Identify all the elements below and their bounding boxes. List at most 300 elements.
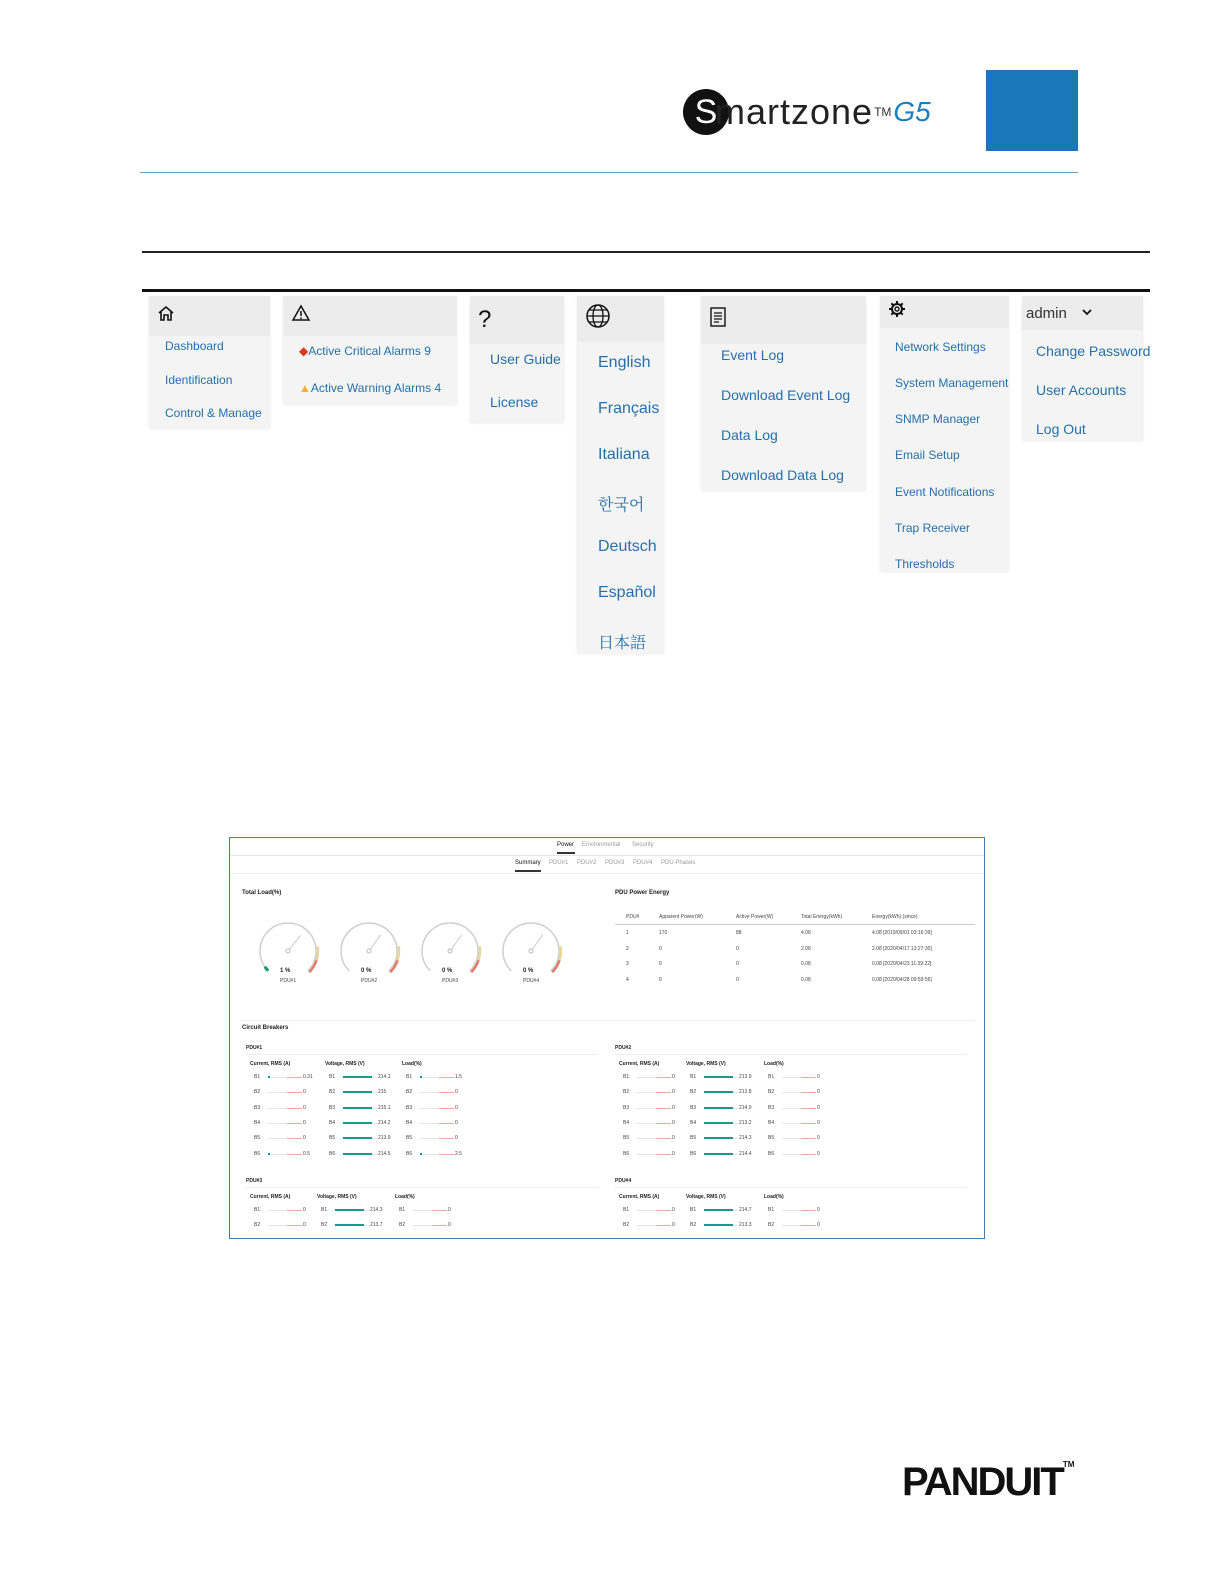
breaker-bar-fill bbox=[704, 1137, 733, 1139]
header-divider bbox=[140, 172, 1078, 173]
pdu-title: PDU#1 bbox=[246, 1045, 263, 1051]
breaker-bar bbox=[782, 1225, 816, 1226]
breaker-bar-threshold bbox=[439, 1077, 454, 1078]
breaker-value: 213.3 bbox=[739, 1222, 752, 1229]
breaker-bar bbox=[343, 1108, 377, 1109]
pdu-title: PDU#3 bbox=[246, 1178, 263, 1184]
breaker-label: B4 bbox=[623, 1119, 630, 1126]
gauge-value-arc bbox=[265, 967, 268, 971]
menu-item-network-settings[interactable]: Network Settings bbox=[895, 340, 986, 354]
tab-security[interactable]: Security bbox=[632, 842, 654, 848]
breaker-bar-threshold bbox=[801, 1123, 816, 1124]
breaker-bar bbox=[343, 1077, 377, 1078]
breaker-bar-threshold bbox=[656, 1092, 671, 1093]
breaker-value: 0 bbox=[455, 1135, 458, 1142]
breaker-label: B6 bbox=[690, 1150, 697, 1157]
menu-item-control-manage[interactable]: Control & Manage bbox=[165, 406, 262, 420]
breaker-bar-fill bbox=[420, 1153, 422, 1155]
breaker-bar-fill bbox=[704, 1107, 733, 1109]
language-menu-header[interactable] bbox=[577, 296, 664, 342]
breaker-value: 0 bbox=[817, 1089, 820, 1096]
alarms-menu bbox=[283, 296, 457, 404]
cb-header: Current, RMS (A) bbox=[619, 1061, 660, 1067]
breaker-bar bbox=[637, 1092, 671, 1093]
gauge-critical-zone bbox=[471, 960, 478, 972]
circuit-breakers-title: Circuit Breakers bbox=[242, 1025, 289, 1031]
breaker-bar bbox=[420, 1123, 454, 1124]
gauge-track bbox=[422, 923, 478, 971]
gauge-hub bbox=[367, 949, 371, 953]
breaker-bar bbox=[637, 1210, 671, 1211]
breaker-value: 0 bbox=[303, 1104, 306, 1111]
breaker-bar-fill bbox=[268, 1153, 270, 1155]
energy-header-divider bbox=[615, 924, 975, 925]
breaker-value: 0 bbox=[455, 1104, 458, 1111]
breaker-label: B4 bbox=[254, 1119, 261, 1126]
menu-item-identification[interactable]: Identification bbox=[165, 373, 233, 387]
energy-cell: 1 bbox=[626, 930, 629, 936]
pdu-divider bbox=[246, 1187, 598, 1188]
breaker-bar-fill bbox=[704, 1153, 733, 1155]
breaker-value: 213.7 bbox=[370, 1222, 383, 1229]
breaker-bar-threshold bbox=[439, 1092, 454, 1093]
breaker-bar bbox=[268, 1123, 302, 1124]
gauge-label: PDU#3 bbox=[442, 978, 459, 984]
breaker-bar-fill bbox=[335, 1224, 364, 1226]
energy-cell: 0.08 bbox=[801, 961, 811, 967]
breaker-bar-fill bbox=[335, 1209, 364, 1211]
subtab-pdu3[interactable]: PDU#3 bbox=[605, 860, 625, 866]
breaker-value: 0 bbox=[817, 1222, 820, 1229]
breaker-value: 0 bbox=[303, 1222, 306, 1229]
pdu-divider bbox=[246, 1054, 598, 1055]
breaker-bar bbox=[704, 1108, 738, 1109]
breaker-value: 0 bbox=[672, 1074, 675, 1080]
breaker-bar bbox=[782, 1092, 816, 1093]
breaker-label: B1 bbox=[321, 1207, 328, 1213]
energy-cell: 0 bbox=[736, 945, 739, 952]
breaker-value: 0 bbox=[448, 1207, 451, 1213]
subtab-pdu4[interactable]: PDU#4 bbox=[633, 860, 653, 866]
cb-header: Voltage, RMS (V) bbox=[317, 1194, 357, 1200]
breaker-bar-threshold bbox=[287, 1138, 302, 1139]
breaker-label: B5 bbox=[768, 1135, 775, 1142]
breaker-label: B2 bbox=[690, 1222, 697, 1229]
breaker-bar bbox=[637, 1077, 671, 1078]
breaker-label: B1 bbox=[768, 1074, 775, 1080]
breaker-value: 0 bbox=[455, 1119, 458, 1126]
subtab-summary[interactable]: Summary bbox=[515, 860, 541, 866]
cb-header: Current, RMS (A) bbox=[619, 1194, 660, 1200]
breaker-value: 213.8 bbox=[739, 1089, 752, 1096]
gauge-hub bbox=[529, 949, 533, 953]
breaker-value: 0 bbox=[817, 1135, 820, 1142]
language-spanish[interactable]: Español bbox=[598, 584, 656, 601]
gauge-track bbox=[260, 923, 316, 971]
menu-item-license[interactable]: License bbox=[490, 394, 539, 410]
globe-icon bbox=[585, 303, 611, 335]
breaker-value: 0 bbox=[817, 1074, 820, 1080]
energy-title: PDU Power Energy bbox=[615, 890, 670, 896]
breaker-bar-threshold bbox=[287, 1092, 302, 1093]
energy-header: Apparent Power(W) bbox=[659, 914, 703, 920]
breaker-bar-threshold bbox=[656, 1138, 671, 1139]
help-icon: ? bbox=[478, 306, 492, 333]
home-menu bbox=[149, 296, 270, 428]
menu-item-download-data-log[interactable]: Download Data Log bbox=[721, 467, 844, 483]
energy-header: Total Energy(kWh) bbox=[801, 914, 843, 920]
alarms-menu-header[interactable] bbox=[283, 296, 457, 336]
menu-item-change-password[interactable]: Change Password bbox=[1036, 343, 1151, 359]
cb-header: Voltage, RMS (V) bbox=[325, 1061, 365, 1067]
logs-menu-header[interactable] bbox=[701, 296, 866, 344]
breaker-label: B5 bbox=[623, 1135, 630, 1142]
breaker-bar-fill bbox=[343, 1153, 372, 1155]
breaker-bar-fill bbox=[704, 1076, 733, 1078]
breaker-bar-threshold bbox=[656, 1210, 671, 1211]
alarm-critical[interactable]: ◆Active Critical Alarms 9 bbox=[299, 344, 431, 358]
energy-cell: 2 bbox=[626, 945, 629, 952]
logo-s-circle: S bbox=[683, 89, 729, 135]
divider-top bbox=[142, 251, 1150, 253]
breaker-bar-fill bbox=[420, 1076, 422, 1078]
energy-cell: 88 bbox=[736, 930, 742, 936]
breaker-bar-threshold bbox=[287, 1225, 302, 1226]
menu-item-trap-receiver[interactable]: Trap Receiver bbox=[895, 521, 970, 535]
divider-bottom bbox=[142, 289, 1150, 292]
breaker-label: B3 bbox=[329, 1104, 336, 1111]
breaker-bar-fill bbox=[343, 1107, 372, 1109]
breaker-bar-threshold bbox=[287, 1108, 302, 1109]
gauge-critical-zone bbox=[309, 960, 316, 972]
breaker-bar bbox=[343, 1138, 377, 1139]
alarm-warning[interactable]: ▲Active Warning Alarms 4 bbox=[299, 381, 442, 395]
breaker-value: 0.31 bbox=[303, 1074, 313, 1080]
breaker-bar-threshold bbox=[439, 1108, 454, 1109]
menu-item-user-accounts[interactable]: User Accounts bbox=[1036, 382, 1127, 398]
breaker-label: B1 bbox=[690, 1207, 697, 1213]
gauge-warning-zone bbox=[317, 946, 318, 960]
language-korean[interactable]: 한국어 bbox=[598, 497, 645, 514]
energy-header: Energy(kWh) (since) bbox=[872, 914, 918, 920]
language-french[interactable]: Français bbox=[598, 400, 660, 417]
breaker-bar bbox=[268, 1210, 302, 1211]
breaker-bar-threshold bbox=[801, 1092, 816, 1093]
breaker-bar bbox=[335, 1225, 369, 1226]
breaker-value: 0 bbox=[817, 1207, 820, 1213]
breaker-label: B1 bbox=[406, 1074, 413, 1080]
menu-item-download-event-log[interactable]: Download Event Log bbox=[721, 387, 851, 403]
breaker-value: 0 bbox=[672, 1135, 675, 1142]
breaker-bar bbox=[420, 1108, 454, 1109]
breaker-bar-fill bbox=[343, 1122, 372, 1124]
energy-cell: 2.08 [2020/04/17 13:27:30] bbox=[872, 945, 932, 952]
breaker-value: 214.4 bbox=[739, 1150, 752, 1157]
breaker-bar-fill bbox=[268, 1076, 270, 1078]
breaker-bar-threshold bbox=[801, 1077, 816, 1078]
user-menu-header[interactable] bbox=[1022, 296, 1143, 330]
breaker-bar-threshold bbox=[801, 1154, 816, 1155]
cb-header: Current, RMS (A) bbox=[250, 1194, 291, 1200]
cb-header: Load(%) bbox=[764, 1194, 784, 1200]
breaker-label: B1 bbox=[690, 1074, 697, 1080]
panduit-logo: PANDUIT™ bbox=[902, 1460, 1075, 1504]
breaker-value: 213.2 bbox=[739, 1119, 752, 1126]
breaker-bar-threshold bbox=[432, 1225, 447, 1226]
cb-header: Load(%) bbox=[764, 1061, 784, 1067]
breaker-value: 0.5 bbox=[303, 1150, 310, 1157]
gauge-critical-zone bbox=[552, 960, 559, 972]
menu-item-data-log[interactable]: Data Log bbox=[721, 427, 778, 443]
breaker-bar-threshold bbox=[656, 1154, 671, 1155]
pdu-title: PDU#4 bbox=[615, 1178, 632, 1184]
energy-cell: 0 bbox=[659, 976, 662, 983]
breaker-bar-threshold bbox=[801, 1108, 816, 1109]
breaker-bar bbox=[268, 1108, 302, 1109]
breaker-bar bbox=[782, 1154, 816, 1155]
language-japanese[interactable]: 日本語 bbox=[598, 635, 647, 652]
breaker-value: 0 bbox=[817, 1150, 820, 1157]
breaker-value: 0 bbox=[448, 1222, 451, 1229]
document-icon bbox=[709, 307, 727, 333]
gauge-hub bbox=[286, 949, 290, 953]
energy-cell: 0 bbox=[659, 945, 662, 952]
breaker-label: B3 bbox=[406, 1104, 413, 1111]
breaker-value: 214.7 bbox=[739, 1207, 752, 1213]
breaker-value: 215.1 bbox=[378, 1104, 391, 1111]
critical-marker-icon: ◆ bbox=[299, 344, 309, 358]
breaker-label: B1 bbox=[768, 1207, 775, 1213]
breaker-bar bbox=[637, 1123, 671, 1124]
breaker-label: B3 bbox=[768, 1104, 775, 1111]
breaker-value: 0 bbox=[672, 1089, 675, 1096]
energy-cell: 0.08 [2020/04/23 11:39:22] bbox=[872, 961, 932, 967]
breaker-label: B2 bbox=[329, 1089, 336, 1096]
breaker-bar-fill bbox=[704, 1209, 733, 1211]
breaker-bar-threshold bbox=[656, 1077, 671, 1078]
energy-cell: 0 bbox=[736, 961, 739, 967]
gauge-hub bbox=[448, 949, 452, 953]
help-menu bbox=[470, 296, 564, 422]
warning-marker-icon: ▲ bbox=[299, 381, 311, 395]
tab-power[interactable]: Power bbox=[557, 842, 575, 848]
tab-power-underline bbox=[557, 852, 575, 854]
gauge-needle bbox=[369, 935, 381, 951]
breaker-value: 0 bbox=[817, 1104, 820, 1111]
breaker-bar bbox=[343, 1092, 377, 1093]
breaker-bar bbox=[704, 1138, 738, 1139]
breaker-label: B2 bbox=[623, 1222, 630, 1229]
breaker-bar bbox=[704, 1154, 738, 1155]
breaker-bar bbox=[268, 1138, 302, 1139]
settings-menu bbox=[880, 296, 1009, 571]
breaker-label: B2 bbox=[690, 1089, 697, 1096]
warning-icon bbox=[291, 304, 311, 328]
gauge-track bbox=[341, 923, 397, 971]
breaker-value: 214.1 bbox=[378, 1074, 391, 1080]
breaker-value: 0 bbox=[672, 1104, 675, 1111]
subtabs-divider bbox=[230, 873, 984, 874]
breaker-bar bbox=[704, 1225, 738, 1226]
breaker-bar-threshold bbox=[439, 1138, 454, 1139]
breaker-bar bbox=[637, 1225, 671, 1226]
breaker-bar-threshold bbox=[432, 1210, 447, 1211]
breaker-bar bbox=[420, 1154, 454, 1155]
breaker-value: 2.5 bbox=[455, 1150, 462, 1157]
breaker-value: 215 bbox=[378, 1089, 387, 1096]
breaker-value: 0 bbox=[672, 1222, 675, 1229]
gauge-needle bbox=[531, 935, 543, 951]
breaker-value: 0 bbox=[672, 1119, 675, 1126]
breaker-bar bbox=[343, 1154, 377, 1155]
gauge-label: PDU#1 bbox=[280, 978, 297, 984]
energy-header: Active Power(W) bbox=[736, 914, 774, 920]
breaker-bar-fill bbox=[343, 1137, 372, 1139]
home-menu-header[interactable] bbox=[149, 296, 270, 336]
pdu-divider bbox=[615, 1054, 967, 1055]
breaker-bar-threshold bbox=[287, 1123, 302, 1124]
breaker-label: B2 bbox=[623, 1089, 630, 1096]
username-label: admin bbox=[1026, 304, 1067, 322]
help-menu-header[interactable] bbox=[470, 296, 564, 344]
breaker-bar-threshold bbox=[439, 1123, 454, 1124]
tab-environmental[interactable]: Environmental bbox=[582, 842, 621, 848]
energy-cell: 2.08 bbox=[801, 945, 811, 952]
breaker-value: 213.9 bbox=[378, 1135, 391, 1142]
breaker-bar bbox=[782, 1108, 816, 1109]
breaker-bar-threshold bbox=[439, 1154, 454, 1155]
breaker-bar bbox=[268, 1077, 302, 1078]
breaker-bar bbox=[782, 1077, 816, 1078]
breaker-bar bbox=[704, 1210, 738, 1211]
breaker-bar bbox=[782, 1123, 816, 1124]
breaker-bar bbox=[637, 1138, 671, 1139]
menu-item-snmp-manager[interactable]: SNMP Manager bbox=[895, 412, 981, 426]
breaker-bar bbox=[413, 1225, 447, 1226]
breaker-label: B4 bbox=[690, 1119, 697, 1126]
breaker-value: 0 bbox=[303, 1089, 306, 1096]
subtab-pdu-phases[interactable]: PDU Phases bbox=[661, 860, 696, 866]
section-divider bbox=[240, 1020, 974, 1021]
breaker-label: B1 bbox=[623, 1074, 630, 1080]
user-menu bbox=[1022, 296, 1151, 440]
breaker-label: B2 bbox=[406, 1089, 413, 1096]
breaker-value: 0 bbox=[672, 1207, 675, 1213]
breaker-bar bbox=[782, 1138, 816, 1139]
breaker-value: 213.9 bbox=[739, 1074, 752, 1080]
home-icon bbox=[157, 304, 175, 328]
breaker-label: B2 bbox=[254, 1089, 261, 1096]
menu-item-dashboard[interactable]: Dashboard bbox=[165, 339, 224, 353]
gauge-critical-zone bbox=[390, 960, 397, 972]
breaker-label: B6 bbox=[768, 1150, 775, 1157]
gauge-needle bbox=[450, 935, 462, 951]
total-load-title: Total Load(%) bbox=[242, 890, 282, 896]
gauge-track bbox=[503, 923, 559, 971]
menu-item-log-out[interactable]: Log Out bbox=[1036, 421, 1086, 437]
breaker-label: B3 bbox=[623, 1104, 630, 1111]
breaker-value: 0 bbox=[303, 1135, 306, 1142]
breaker-label: B2 bbox=[399, 1222, 406, 1229]
gauge-value: 0 % bbox=[361, 968, 372, 974]
breaker-bar bbox=[420, 1138, 454, 1139]
breaker-bar bbox=[637, 1108, 671, 1109]
breaker-value: 0 bbox=[303, 1207, 306, 1213]
menu-item-thresholds[interactable]: Thresholds bbox=[895, 557, 955, 571]
cb-header: Voltage, RMS (V) bbox=[686, 1061, 726, 1067]
breaker-label: B1 bbox=[399, 1207, 406, 1213]
settings-menu-header[interactable] bbox=[880, 296, 1009, 328]
subtab-pdu1[interactable]: PDU#1 bbox=[549, 860, 569, 866]
breaker-bar-fill bbox=[704, 1091, 733, 1093]
power-dashboard bbox=[229, 837, 985, 1239]
energy-cell: 4.08 [2019/09/01 03:16:39] bbox=[872, 930, 932, 936]
breaker-value: 0 bbox=[303, 1119, 306, 1126]
breaker-label: B4 bbox=[329, 1119, 336, 1126]
breaker-bar-threshold bbox=[801, 1210, 816, 1211]
energy-cell: 0 bbox=[659, 961, 662, 967]
breaker-label: B1 bbox=[254, 1207, 261, 1213]
menu-item-event-log[interactable]: Event Log bbox=[721, 347, 785, 363]
gauge-warning-zone bbox=[398, 946, 399, 960]
breaker-label: B3 bbox=[254, 1104, 261, 1111]
language-italian[interactable]: Italiana bbox=[598, 446, 650, 463]
language-menu bbox=[577, 296, 664, 653]
chevron-down-icon bbox=[1081, 306, 1093, 320]
breaker-bar bbox=[704, 1123, 738, 1124]
breaker-bar-fill bbox=[704, 1122, 733, 1124]
breaker-bar bbox=[268, 1154, 302, 1155]
menu-item-event-notifications[interactable]: Event Notifications bbox=[895, 485, 995, 499]
breaker-bar-threshold bbox=[801, 1138, 816, 1139]
energy-cell: 170 bbox=[659, 930, 668, 936]
breaker-bar-threshold bbox=[656, 1225, 671, 1226]
language-english[interactable]: English bbox=[598, 354, 651, 371]
breaker-bar bbox=[335, 1210, 369, 1211]
energy-cell: 0.08 bbox=[801, 976, 811, 983]
breaker-bar-threshold bbox=[287, 1154, 302, 1155]
breaker-label: B1 bbox=[254, 1074, 261, 1080]
gear-icon bbox=[888, 300, 906, 324]
logo-word: martzone bbox=[715, 91, 874, 132]
menu-item-email-setup[interactable]: Email Setup bbox=[895, 448, 960, 462]
breaker-bar-threshold bbox=[656, 1108, 671, 1109]
cb-header: Current, RMS (A) bbox=[250, 1061, 291, 1067]
breaker-bar bbox=[413, 1210, 447, 1211]
menu-item-user-guide[interactable]: User Guide bbox=[490, 351, 561, 367]
breaker-label: B5 bbox=[329, 1135, 336, 1142]
breaker-value: 214.9 bbox=[739, 1104, 752, 1111]
smartzone-logo bbox=[683, 88, 931, 136]
tabs-divider bbox=[230, 855, 984, 856]
breaker-label: B6 bbox=[329, 1150, 336, 1157]
logo-tm: TM bbox=[874, 105, 892, 119]
breaker-label: B3 bbox=[690, 1104, 697, 1111]
subtab-pdu2[interactable]: PDU#2 bbox=[577, 860, 597, 866]
menu-item-system-management[interactable]: System Management bbox=[895, 376, 1009, 390]
logo-g5: G5 bbox=[893, 96, 931, 127]
breaker-bar bbox=[704, 1077, 738, 1078]
breaker-label: B5 bbox=[406, 1135, 413, 1142]
breaker-label: B5 bbox=[690, 1135, 697, 1142]
breaker-label: B2 bbox=[768, 1222, 775, 1229]
breaker-value: 0 bbox=[455, 1089, 458, 1096]
breaker-label: B6 bbox=[406, 1150, 413, 1157]
language-german[interactable]: Deutsch bbox=[598, 538, 657, 555]
breaker-bar bbox=[343, 1123, 377, 1124]
breaker-bar bbox=[420, 1092, 454, 1093]
breaker-value: 0 bbox=[817, 1119, 820, 1126]
